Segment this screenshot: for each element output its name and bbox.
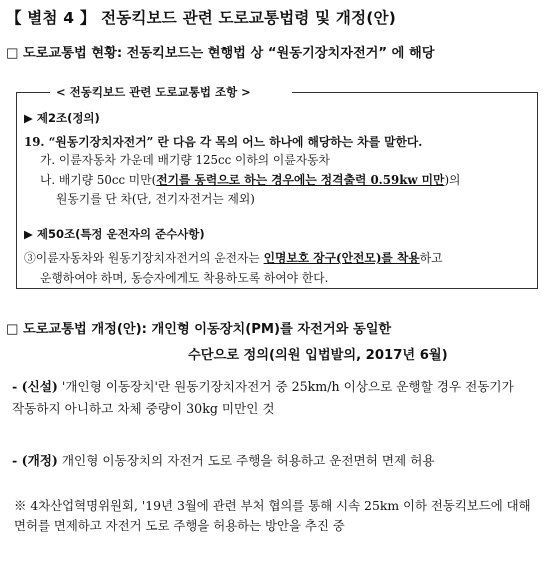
note-text: 4차산업혁명위원회, '19년 3월에 관련 부처 협의를 통해 시속 25km 이하 전동킥보드에 대해 면허를 면제하고 자전거 도로 주행을 허용하는 방안을 추진 중 [14, 498, 531, 533]
note [14, 496, 538, 536]
article2-item-na-line2: 원동기를 단 차(단, 전기자전거는 제외) [56, 192, 255, 206]
article2-item19 [24, 134, 422, 150]
article50-suffix: 하고 [419, 251, 443, 265]
article50-para [24, 250, 443, 266]
new-label: - (신설) [12, 379, 58, 394]
page-title: 【 별첨 4 】 전동킥보드 관련 도로교통법령 및 개정(안) [6, 9, 397, 27]
revised-text: 개인형 이동장치의 자전거 도로 주행을 허용하고 운전면허 면제 허용 [57, 453, 435, 468]
section-current-law: □ 도로교통법 현황: 전동킥보드는 현행법 상 “원동기장치자전거” 에 해당 [6, 46, 435, 61]
article2-item-ga: 가. 이륜자동차 가운데 배기량 125cc 이하의 이륜자동차 [40, 153, 330, 167]
section-amendment-line1: □ 도로교통법 개정(안): 개인형 이동장치(PM)를 자전거와 동일한 [6, 322, 392, 337]
item-na-underlined: 전기를 동력으로 하는 경우에는 정격출력 0.59kw 미만 [156, 173, 445, 187]
revised-provision [12, 450, 522, 472]
item-na-prefix: 나. 배기량 50cc 미만( [40, 173, 157, 187]
note-mark: ※ [14, 498, 27, 513]
article50-line2: 운행하여야 하며, 동승자에게도 착용하도록 하여야 한다. [40, 271, 329, 285]
article2-heading: ▶ 제2조(정의) [24, 111, 100, 125]
article50-underlined: 인명보호 장구(안전모)를 착용 [263, 251, 420, 265]
new-provision [12, 376, 522, 420]
article2-item-na [40, 172, 460, 188]
item-text: “원동기장치자전거” 란 다음 각 목의 어느 하나에 해당하는 차를 말한다. [48, 135, 423, 149]
section-amendment-line2: 수단으로 정의(의원 입법발의, 2017년 6월) [188, 348, 448, 363]
new-text: '개인형 이동장치'란 원동기장치자전거 중 25km/h 이상으로 운행할 경우 전동기가 작동하지 아니하고 차체 중량이 30kg 미만인 것 [12, 379, 514, 416]
box-title: < 전동킥보드 관련 도로교통법 조항 > [52, 84, 255, 100]
item-na-suffix: )의 [444, 173, 461, 187]
revised-label: - (개정) [12, 453, 58, 468]
item-number: 19. [24, 135, 45, 149]
article50-heading: ▶ 제50조(특정 운전자의 준수사항) [24, 227, 205, 241]
article50-prefix: ③이륜자동차와 원동기장치자전거의 운전자는 [24, 251, 264, 265]
